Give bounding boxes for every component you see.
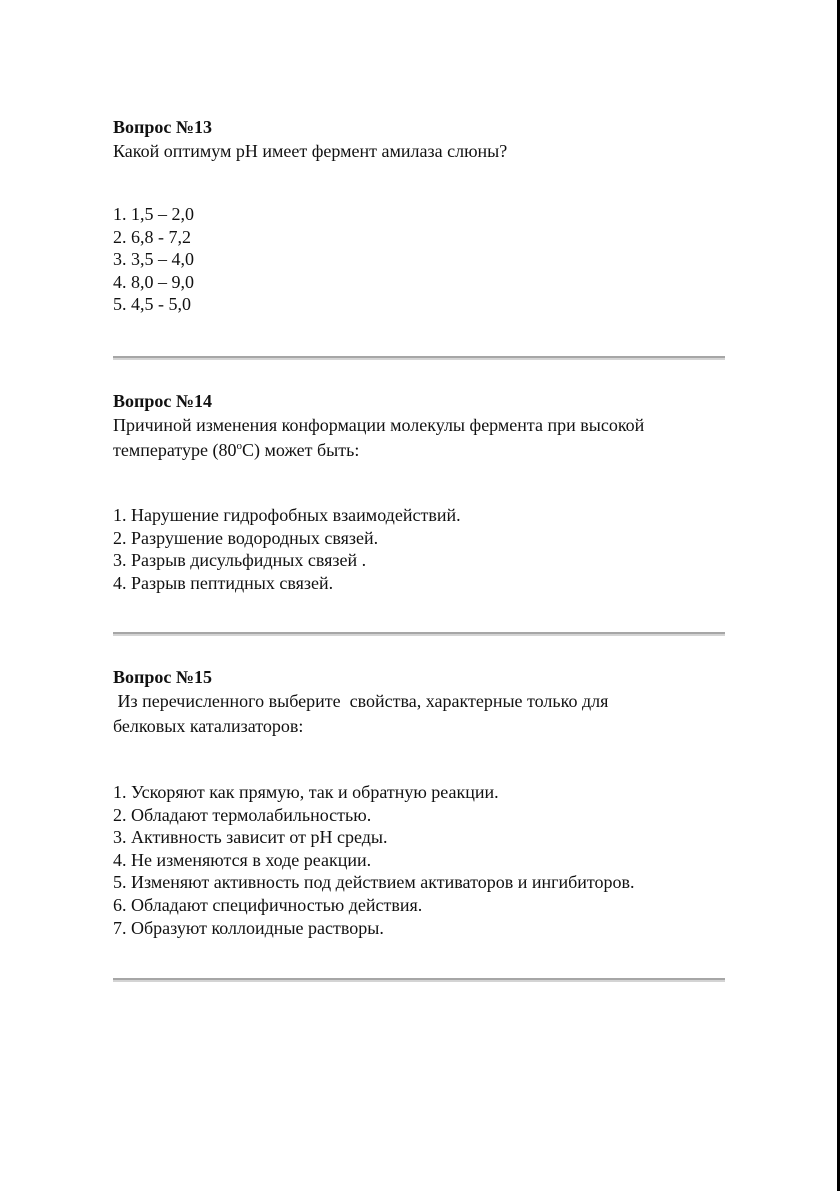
question-14: [113, 390, 644, 594]
answer-option: 7. Образуют коллоидные растворы.: [113, 917, 384, 938]
answer-options: [113, 504, 644, 594]
question-title: Вопрос №13: [113, 117, 212, 137]
answer-option: 3. Разрыв дисульфидных связей .: [113, 550, 367, 571]
question-text-part: температуре (80: [113, 440, 237, 460]
answer-option: 1. Ускоряют как прямую, так и обратную реакции.: [113, 782, 499, 802]
question-15: [113, 666, 635, 939]
question-13: [113, 116, 507, 316]
answer-option: 2. Разрушение водородных связей.: [113, 527, 379, 548]
question-text: Какой оптимум pH имеет фермент амилаза слюны?: [113, 141, 508, 161]
answer-options: [113, 781, 635, 939]
answer-option: 4. 8,0 – 9,0: [113, 271, 194, 292]
answer-option: 5. 4,5 - 5,0: [113, 294, 191, 315]
divider: [113, 356, 725, 360]
question-text-line-1: Из перечисленного выберите свойства, характерные только для: [113, 691, 609, 711]
answer-option: 3. 3,5 – 4,0: [113, 249, 194, 270]
question-text-line-2: [113, 438, 644, 463]
answer-option: 2. Обладают термолабильностью.: [113, 804, 372, 825]
answer-option: 1. 1,5 – 2,0: [113, 204, 194, 224]
question-text-line-2: белковых катализаторов:: [113, 716, 304, 736]
divider: [113, 978, 725, 982]
answer-option: 4. Разрыв пептидных связей.: [113, 572, 334, 593]
answer-options: [113, 203, 507, 316]
question-title: Вопрос №14: [113, 391, 212, 411]
answer-option: 4. Не изменяются в ходе реакции.: [113, 849, 372, 870]
question-title: Вопрос №15: [113, 667, 212, 687]
answer-option: 6. Обладают специфичностью действия.: [113, 894, 423, 915]
answer-option: 3. Активность зависит от pH среды.: [113, 827, 388, 848]
question-text-line-1: Причиной изменения конформации молекулы фермента при высокой: [113, 415, 645, 435]
answer-option: 1. Нарушение гидрофобных взаимодействий.: [113, 505, 461, 525]
divider: [113, 632, 725, 636]
answer-option: 2. 6,8 - 7,2: [113, 226, 191, 247]
question-text-part: С) может быть:: [242, 440, 360, 460]
degree-sign: o: [236, 440, 243, 452]
answer-option: 5. Изменяют активность под действием активаторов и ингибиторов.: [113, 872, 635, 893]
